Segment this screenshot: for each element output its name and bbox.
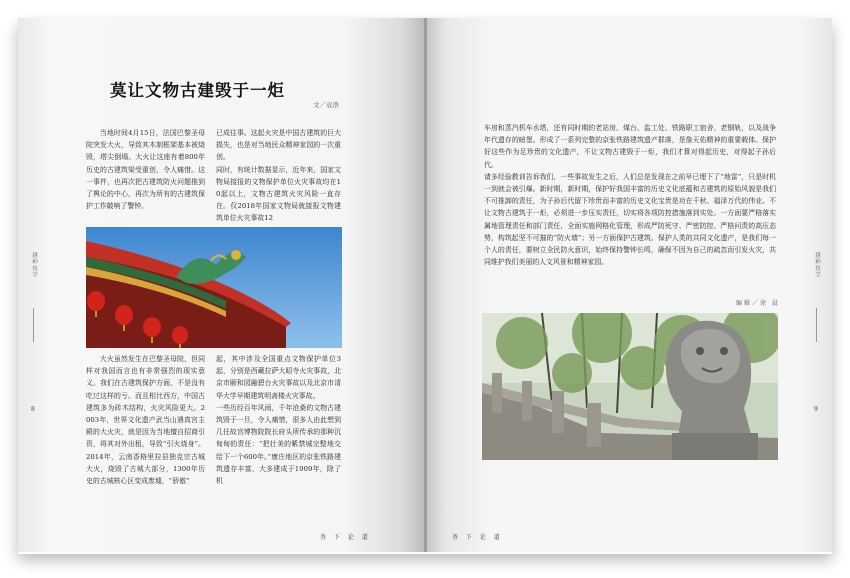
left-col2-bottom-text: 起，其中涉及全国重点文物保护单位3起，分别是西藏拉萨大昭寺火灾事故，北京市颐和园融碧台火灾事故以及北京市清华大学早期建筑明斋楼火灾事故。 一些历经百年风雨，千年沧桑的文物古建筑毁于一旦，令人痛惜，很多人由此想到几任故宫博物院院长府头所传承的那种沉甸甸的责任：“把壮美的紫禁城完整地交给下一个600年。”康庄地区的京张铁路建筑遗存丰富，大多建成于1909年，除了机: [216, 355, 341, 486]
left-footer: 务 下 论 道: [320, 534, 371, 541]
left-col2-top-text: 已成往事。这起火灾是中国古建筑的巨大损失，也是对当地民众精神家园的一次重创。 同时，有统计数据显示，近年来，国家文物局接报的文物保护单位火灾事故均在10起以上，文物古建筑火灾风险一直存在。仅2018年国家文物局就接报文物建筑单位火灾事故12: [216, 129, 341, 223]
article-author: 文／袁浩: [313, 101, 339, 109]
left-side-label: 越种技学: [31, 252, 37, 278]
article-title: 莫让文物古建毁于一炬: [110, 81, 285, 100]
stone-lion-illustration: [482, 313, 778, 460]
paragraph: 当地时间4月15日，法国巴黎圣母院突发大火，导致其木制框架基本被烧毁，塔尖倒塌。大火让这座有着800年历史的古建筑梁受重创，令人痛惜。这一事件，也再次把古建筑防火问题推到了舆论的中心，再次为所有的古建筑保护工作敲响了警钟。: [86, 129, 205, 211]
right-page-number: 9: [814, 406, 818, 413]
left-side-rule: [33, 308, 34, 342]
roof-dragon-illustration: [86, 227, 342, 348]
right-footer: 务 下 论 道: [452, 534, 503, 541]
right-side-rule: [816, 308, 817, 342]
photo-roof-dragon: [86, 227, 342, 348]
book-spine: [424, 18, 427, 552]
right-side-label: 越种技学: [814, 252, 820, 278]
right-page: [426, 18, 832, 552]
photo-stone-lion: [482, 313, 778, 460]
editor-credit: 编辑／徐 晨: [736, 300, 780, 307]
paragraph: 大火虽然发生在巴黎圣母院，但同样对我国而言也有非常强烈的现实意义。我们在古建筑保护方面，不是没有吃过这样的亏。而且相比西方，中国古建筑多为砖木结构，火灾风险更大。2003年，世界文化遗产武当山遇真宫主殿的大火灾，就是因为当地擅自招商引资，将其对外出租，导致“引火烧身”。2014年，云南香格里拉县独克宗古城大火，烧毁了古城大部分，1300年历史的古城核心区变成废墟，“骄傲”: [86, 355, 205, 486]
left-page-number: 8: [31, 406, 35, 413]
left-col1-top-text: [86, 127, 205, 225]
left-col1-bottom-text: [86, 353, 205, 493]
right-body-text: 车房和蒸汽机车水塔，还有同时期的老站房、煤台、监工处、铁路职工宿舍、老钢轨，以及战争年代遗存的暗堡。形成了一系列完整的京张铁路建筑遗产群落，是詹天佑精神的重要载体。保护好这些作为足珍贵的文化遗产，不让文物古建毁于一炬，我们才算对得起历史，对得起子孙后代。 请多经验教训告诉我们，一些事故发生之后，人们总是发现在之前早已埋下了“地雷”，只是时机一到就会被引爆。新时期，新时期，保护好我国丰富的历史文化底蕴和古建筑的原始风貌是我们不可推卸的责任，为子孙后代留下珍贵而丰富的历史文化宝贵是功在千秋、福泽万代的伟业。不让文物古建筑于一炬，必须进一步压实责任，切实将各项防控措施落到实处。一方面要严格落实属地管理责任和部门责任，全面实施网格化管理，形成严防死守、严密防控、严格问责的高压态势，构筑起坚不可摧的“防火墙”；另一方面保护古建筑、保护人类的共同文化遗产，是我们每一个人的责任，要树立全民防火意识，始终保持警钟长鸣，确保不因为自己的疏忽而引发火灾，共同维护我们美丽的人文风景和精神家园。: [484, 124, 776, 267]
